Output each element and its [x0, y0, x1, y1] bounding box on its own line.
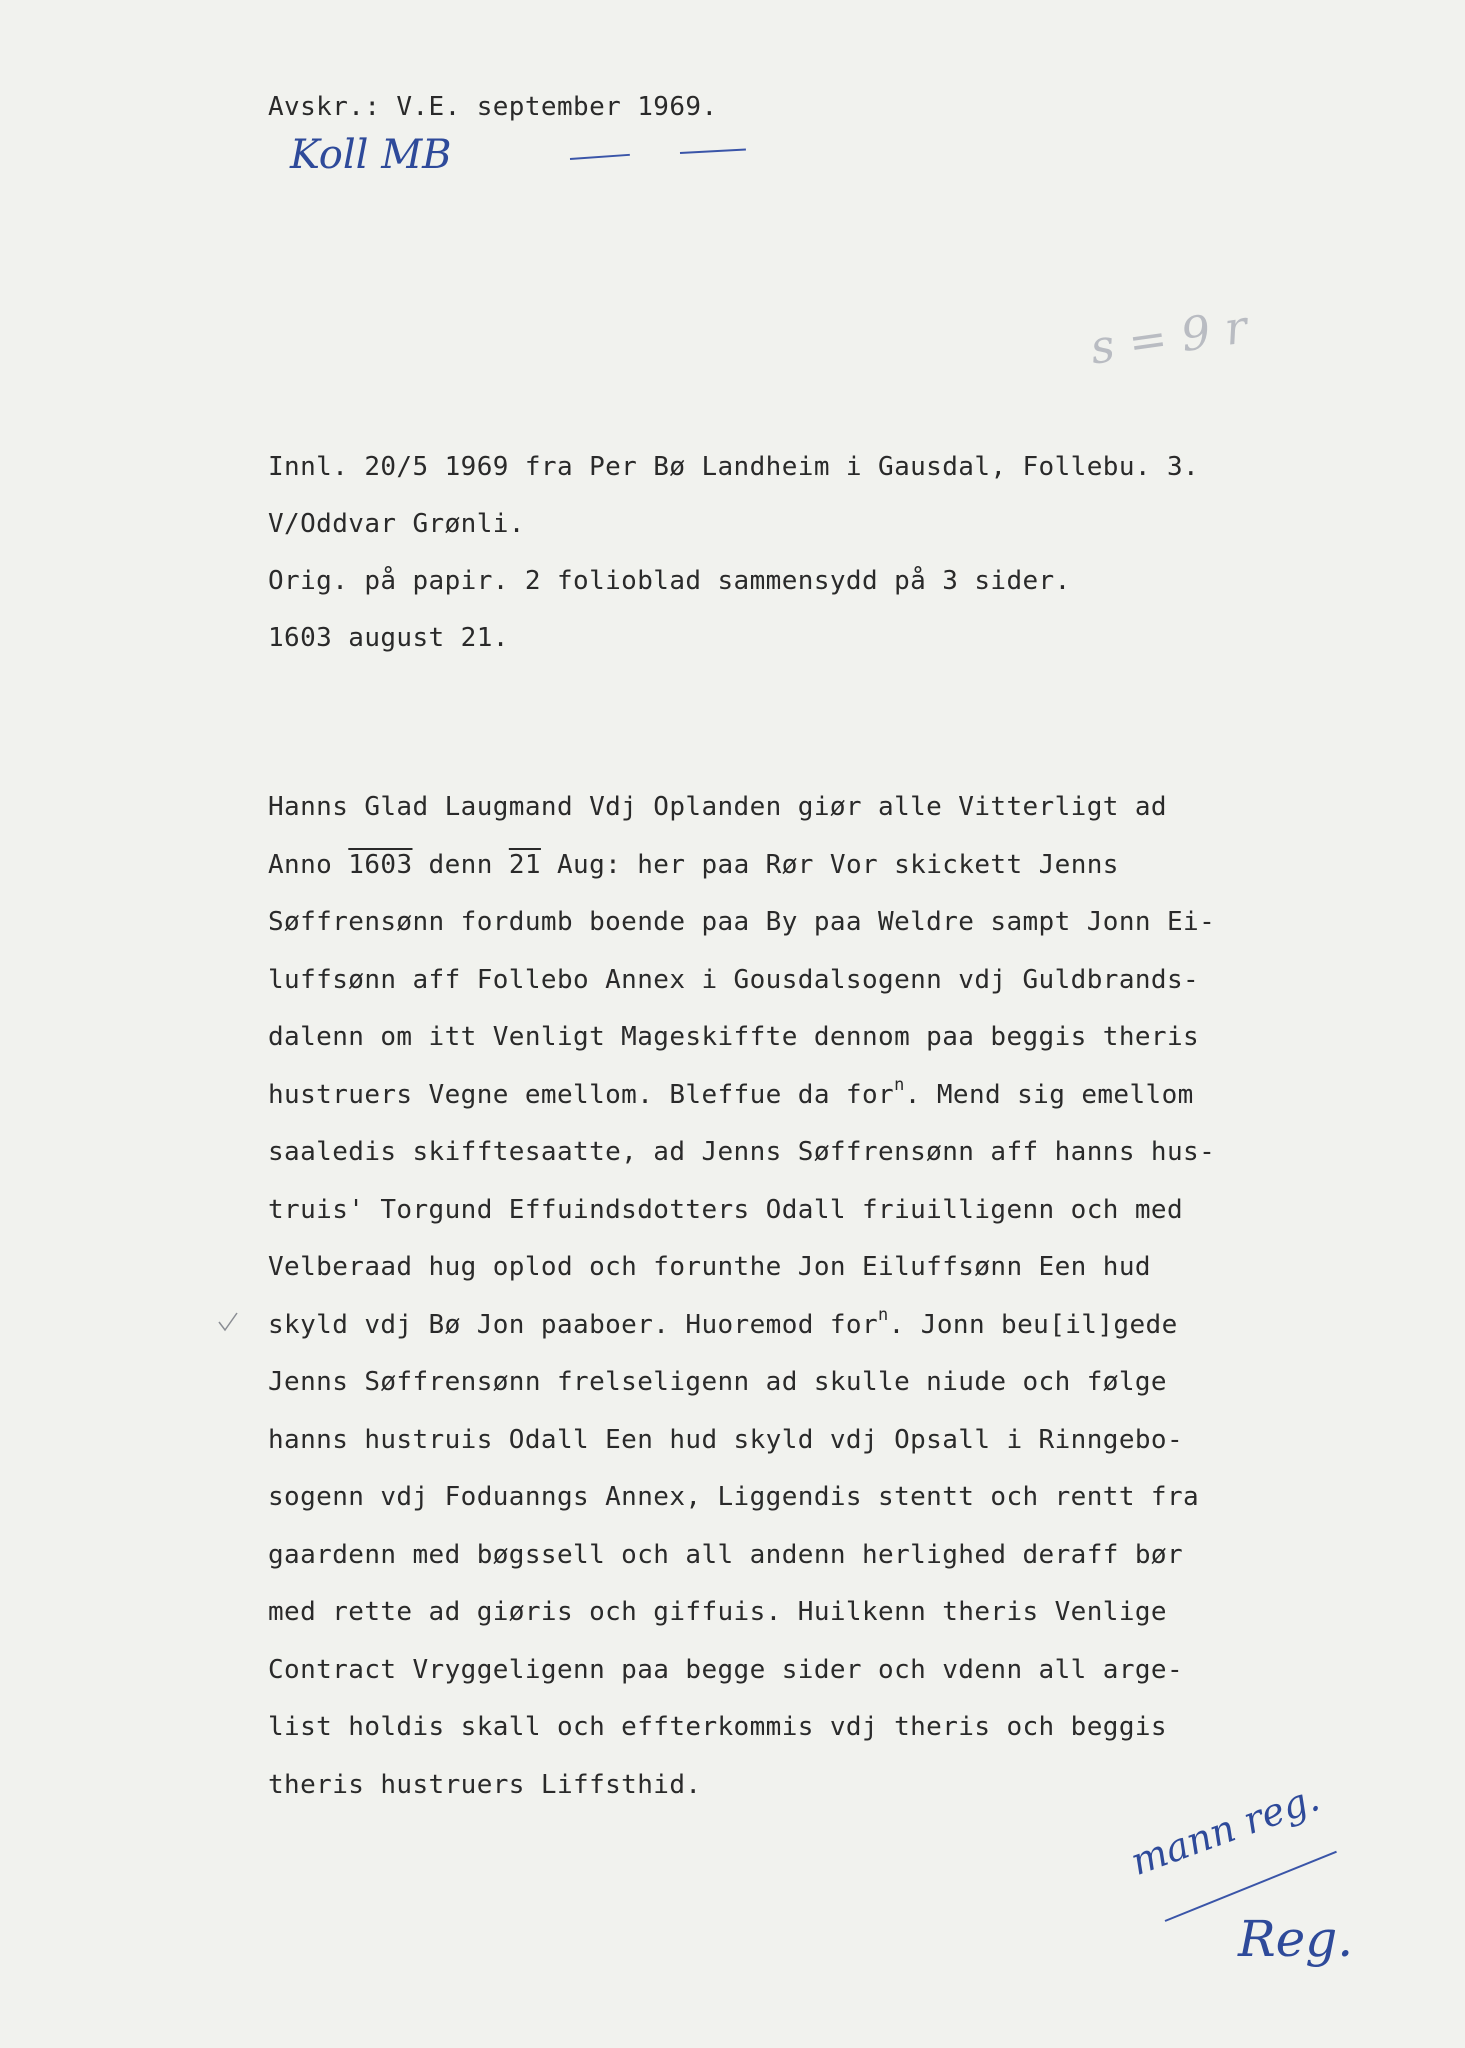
body-line-17: list holdis skall och effterkommis vdj theris och beggis: [268, 1712, 1167, 1742]
body-line-1: Hanns Glad Laugmand Vdj Oplanden giør alle Vitterligt ad: [268, 792, 1167, 822]
body-line-15: med rette ad giøris och giffuis. Huilkenn theris Venlige: [268, 1597, 1167, 1627]
body-line-14: gaardenn med bøgssell och all andenn herlighed deraff bør: [268, 1539, 1184, 1570]
body-line-10: [268, 1297, 1215, 1355]
body-line-4: luffsønn aff Follebo Annex i Gousdalsogenn vdj Guldbrands-: [268, 964, 1200, 995]
body-line-12: hanns hustruis Odall Een hud skyld vdj Opsall i Rinngebo-: [268, 1424, 1184, 1455]
handwritten-check-note: Koll MB: [290, 132, 452, 178]
source-line-3: Orig. på papir. 2 folioblad sammensydd på 3 sider.: [268, 566, 1071, 596]
pencil-note: s = 9 r: [1087, 299, 1251, 375]
body-line-8: truis' Torgund Effuindsdotters Odall friuilligenn och med: [268, 1194, 1184, 1225]
superscript-n-2: n: [878, 1304, 889, 1325]
body-line-16: Contract Vryggeligenn paa begge sider och vdenn all arge-: [268, 1654, 1184, 1685]
body-line-6: [268, 1067, 1215, 1125]
superscript-n-1: n: [894, 1074, 905, 1095]
source-line-1: Innl. 20/5 1969 fra Per Bø Landheim i Gausdal, Follebu. 3.: [268, 452, 1200, 482]
transcription-note: Avskr.: V.E. september 1969.: [268, 92, 718, 122]
body-line-2: [268, 837, 1215, 895]
body-line-13: sogenn vdj Foduanngs Annex, Liggendis stentt och rentt fra: [268, 1482, 1200, 1512]
body-line-2-start: Anno: [268, 849, 349, 880]
handwritten-note-reg: Reg.: [1238, 1910, 1354, 1968]
body-line-5: dalenn om itt Venligt Mageskiffte dennom paa beggis theris: [268, 1022, 1200, 1052]
overlined-year: 1603: [348, 849, 413, 880]
body-line-3: Søffrensønn fordumb boende paa By paa Weldre sampt Jonn Ei-: [268, 907, 1216, 937]
handwritten-dash-1: [570, 154, 630, 160]
body-line-10-start: skyld vdj Bø Jon paaboer. Huoremod for: [268, 1309, 879, 1340]
body-line-10-end: . Jonn beu[il]gede: [888, 1309, 1178, 1340]
body-line-2-end: Aug: her paa Rør Vor skickett Jenns: [540, 849, 1119, 880]
document-body: [268, 779, 1215, 1814]
body-line-6-end: . Mend sig emellom: [904, 1079, 1194, 1110]
source-line-4: 1603 august 21.: [268, 623, 509, 653]
body-line-7: saaledis skifftesaatte, ad Jenns Søffrensønn aff hanns hus-: [268, 1137, 1216, 1167]
body-line-18: theris hustruers Liffsthid.: [268, 1769, 702, 1800]
body-line-11: Jenns Søffrensønn frelseligenn ad skulle niude och følge: [268, 1367, 1167, 1397]
handwritten-note-mann-reg: mann reg.: [1124, 1775, 1325, 1884]
source-line-2: V/Oddvar Grønli.: [268, 509, 525, 539]
overlined-day: 21: [508, 849, 541, 880]
margin-tick-icon: [216, 1310, 240, 1334]
handwritten-dash-2: [680, 149, 746, 154]
body-line-9: Velberaad hug oplod och forunthe Jon Eiluffsønn Een hud: [268, 1252, 1151, 1282]
body-line-2-mid: denn: [412, 849, 509, 880]
body-line-6-start: hustruers Vegne emellom. Bleffue da for: [268, 1079, 895, 1110]
